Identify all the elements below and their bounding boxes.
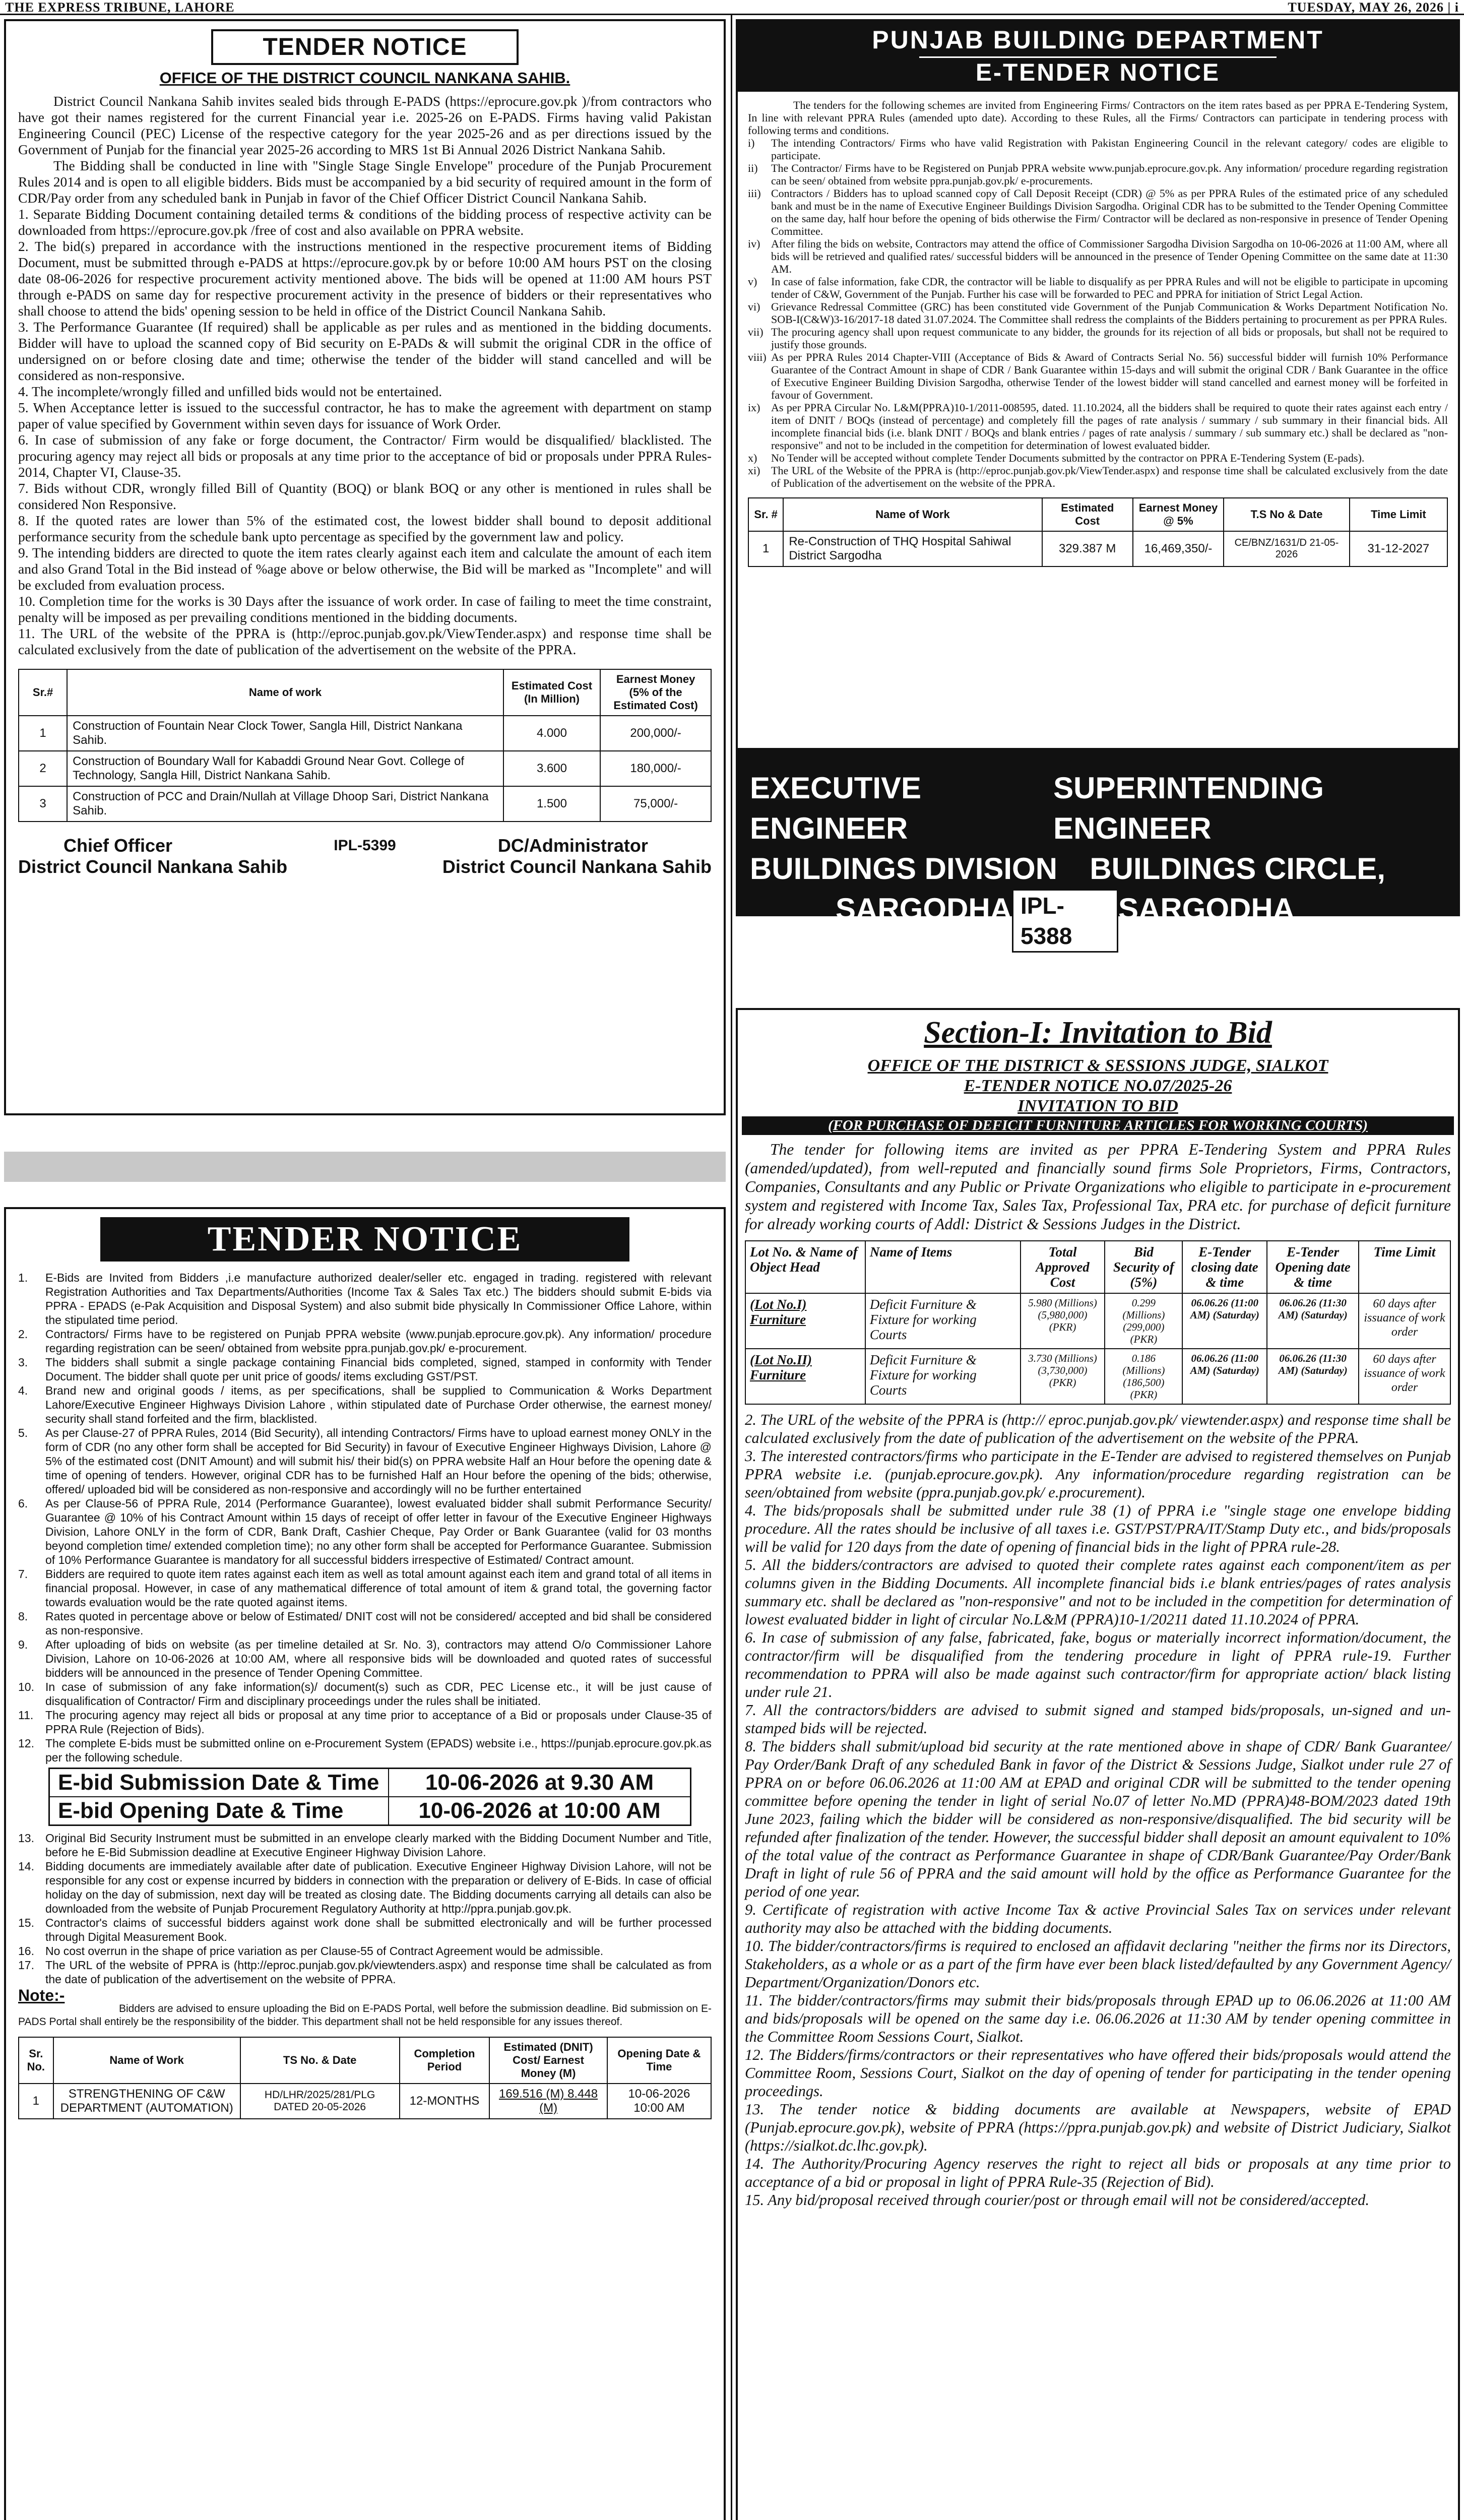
clause-text: Grievance Redressal Committee (GRC) has been constituted vide Government of the Punjab Communication & Works Department Notification No. SOB-I(C&W)3-16/2017-18 dated 31.07.2024. The Committee shall redress the complaints of the Bidders pertaining to procurement as per PPRA Rules.: [771, 300, 1448, 326]
clause-text: Contractors/ Firms have to be registered on Punjab PPRA website (www.punjab.eprocure.gov.pk). Any information/ procedure regarding registration can be seen/ obtained from website ppra.punjab.gov.pk/ e-procurement.: [45, 1328, 712, 1355]
table-cell: 12-MONTHS: [400, 2084, 490, 2119]
table-cell: 06.06.26 (11:00 AM) (Saturday): [1182, 1349, 1267, 1404]
ad-sessions-judge-sialkot: [736, 1008, 1460, 2520]
clause-text: Brand new and original goods / items, as per specifications, shall be supplied to Communication & Works Department Lahore/Executive Engineer Highways Division Lahore , within stipulated date of Purchase Order otherwise, the earnest money/ security shall stand forfeited and the firm, blacklisted.: [45, 1384, 712, 1425]
clause-number: 5.: [18, 1426, 28, 1439]
clause-number: 7.: [18, 1567, 28, 1581]
clause-text: The intending Contractors/ Firms who have valid Registration with Pakistan Engineering Council in the relevant category/ codes are eligible to participate.: [771, 137, 1448, 162]
signature-office: District Council Nankana Sahib: [18, 856, 288, 877]
signature-office: District Council Nankana Sahib: [442, 856, 712, 877]
ad-highways-division-lahore: [4, 1207, 726, 2520]
clause-text: The procuring agency may reject all bids or proposal at any time prior to acceptance of a Bid or proposals under Clause-35 of PPRA Rule (Rejection of Bids).: [45, 1709, 712, 1736]
ad3-works-table: [18, 2037, 712, 2119]
table-row: [19, 2084, 711, 2119]
table-cell: Re-Construction of THQ Hospital Sahiwal District Sargodha: [783, 531, 1042, 566]
clause-number: 10.: [18, 1680, 34, 1693]
table-cell: 180,000/-: [600, 751, 711, 786]
ad4-clause: 8. The bidders shall submit/upload bid security at the rate mentioned above in shape of CDR/ Bank Guarantee/ Pay Order/Bank Draft of any scheduled Bank in favor of the District & Sessions Judge, Sialkot under rule 27 of PPRA on or before 06.06.2026 at 11:00 AM at EPAD and original CDR will be submitted to the tender opening committee before opening the tender in light of serial No.07 of letter No.MD (PPRA)48-BOM/2023 dated 19th June 2023, failing which the bidder will be considered as non-responsive/disqualified. The bid security will be refunded after finalization of the tender. However, the successful bidder shall deposit an amount equivalent to 10% of the total value of the contract as Performance Guarantee in shape of CDR/Bank Guarantee/Pay Order/Bank Draft in light of rule 56 of PPRA and the said amount will hold by the office as Performance Guarantee for the period of one year.: [745, 1738, 1451, 1900]
ad1-body: [18, 93, 712, 658]
table-row: [19, 751, 711, 786]
ad4-clause: 5. All the bidders/contractors are advised to quoted their complete rates against each component/item as per columns given in the Bidding Documents. All incomplete financial bids i.e blank entries/pages of rates analysis summary etc. shall be declared as "non-responsive" and not to be included in the competition for determination of lowest evaluated bidder in light of circular No.L&M (PPRA)10-1/20211 dated 11.10.2024 of PPRA.: [745, 1556, 1451, 1628]
table-cell: 1: [19, 716, 67, 751]
table-header: Lot No. & Name of Object Head: [745, 1241, 865, 1293]
clause-number: 17.: [18, 1959, 34, 1972]
table-cell: 16,469,350/-: [1133, 531, 1224, 566]
clause-number: 13.: [18, 1832, 34, 1845]
table-cell: 2: [19, 751, 67, 786]
ad3-clause: [18, 1708, 712, 1736]
table-row: [19, 716, 711, 751]
table-cell: Deficit Furniture & Fixture for working Courts: [865, 1293, 1021, 1349]
clause-text: As per Clause-56 of PPRA Rule, 2014 (Performance Guarantee), lowest evaluated bidder shall submit Performance Security/ Guarantee @ 10% of his Contract Amount within 15 days of receipt of offer letter in favour of the Executive Engineer Highways Division, Lahore ONLY in the form of CDR, Bank Draft, Cashier Cheque, Pay Order or Bank Guarantee (valid for 03 months beyond completion time/ extended completion time); no any other form shall be accepted for Performance Guarantee. Submission of 10% Performance Guarantee is mandatory for all successful bidders irrespective of Estimated/ Contract amount.: [45, 1497, 712, 1566]
clause-text: Original Bid Security Instrument must be submitted in an envelope clearly marked with the Bidding Document Number and Title, before he E-Bid Submission deadline at Executive Engineer Highway Division Lahore.: [45, 1832, 712, 1859]
ad4-body: [738, 1405, 1458, 2209]
table-cell: 0.186 (Millions) (186,500) (PKR): [1105, 1349, 1182, 1404]
table-cell: 5.980 (Millions) (5,980,000) (PKR): [1021, 1293, 1105, 1349]
footer-line: [750, 889, 1446, 953]
table-cell: 1.500: [503, 786, 600, 822]
ad4-purpose: (FOR PURCHASE OF DEFICIT FURNITURE ARTICLES FOR WORKING COURTS): [742, 1116, 1454, 1135]
footer-line: [750, 849, 1446, 889]
ad3-clause: [18, 1496, 712, 1567]
clause-text: The Contractor/ Firms have to be Registered on Punjab PPRA website www.punjab.eprocure.gov.pk. Any information/ procedure regarding registration can be seen/ obtained from website ppra.punjab.gov.pk/ e-procurements.: [771, 162, 1448, 187]
ad2-ipl-code: IPL-5388: [1012, 889, 1118, 953]
ad3-body: [18, 1271, 712, 1765]
ad1-subtitle: OFFICE OF THE DISTRICT COUNCIL NANKANA SAHIB.: [159, 69, 570, 87]
clause-text: Bidders are required to quote item rates against each item as well as total amount against each item and grand total of all items in financial proposal. However, in case of any mathematical difference of total amount of item & grand total, the governing factor towards evaluation would be the rate quoted against items.: [45, 1567, 712, 1609]
ad4-clause: 2. The URL of the website of the PPRA is (http:// eproc.punjab.gov.pk/ viewtender.aspx) and response time shall be calculated exclusively from the date of publication of the advertisement on the website of the PPRA.: [745, 1411, 1451, 1446]
table-header-row: [748, 498, 1447, 531]
ad1-ipl-code: IPL-5399: [334, 837, 396, 854]
footer-right-1: SUPERINTENDING ENGINEER: [1053, 771, 1324, 845]
ad2-body: [738, 92, 1458, 489]
schedule-value: 10-06-2026 at 9.30 AM: [425, 1770, 654, 1795]
ad1-clause: 5. When Acceptance letter is issued to the successful contractor, he has to make the agreement with department on stamp paper of value specified by Government within seven days for issuance of Work Order.: [18, 400, 712, 431]
clause-number: 9.: [18, 1638, 28, 1651]
table-header-row: [745, 1241, 1450, 1293]
ad1-title: TENDER NOTICE: [211, 29, 519, 65]
signature-title: DC/Administrator: [497, 835, 648, 856]
ad4-clause: 13. The tender notice & bidding documents are available at Newspapers, website of EPAD (Punjab.eprocure.gov.pk), website of PPRA (https://ppra.punjab.gov.pk) and website of District Judiciary, Sialkot (https://sialkot.dc.lhc.gov.pk).: [745, 2101, 1451, 2154]
table-cell: Construction of Boundary Wall for Kabaddi Ground Near Govt. College of Technology, Sangla Hill, District Nankana Sahib.: [67, 751, 503, 786]
ad4-clause: 9. Certificate of registration with active Income Tax & active Provincial Sales Tax on services under relevant authority may also be attached with the bidding documents.: [745, 1901, 1451, 1936]
table-header: Bid Security of (5%): [1105, 1241, 1182, 1293]
ad4-clause: 11. The bidder/contractors/firms may submit their bids/proposals through EPAD up to 06.06.2026 at 11:00 AM and bids/proposals will be opened on the same day i.e. 06.06.2026 at 11:30 AM by tender opening committee in the Committee Room Sessions Court, Sialkot.: [745, 1992, 1451, 2045]
footer-left-2: BUILDINGS DIVISION: [750, 852, 1058, 886]
table-cell: 4.000: [503, 716, 600, 751]
ad4-clause: 3. The interested contractors/firms who participate in the E-Tender are advised to registered themselves on Punjab PPRA website i.e. (punjab.eprocure.gov.pk). Any information/procedure regarding registration can be seen/obtained from website (ppra.punjab.gov.pk/ e.procurement).: [745, 1447, 1451, 1501]
table-cell: 0.299 (Millions) (299,000) (PKR): [1105, 1293, 1182, 1349]
table-header: Time Limit: [1359, 1241, 1450, 1293]
ad1-clause: 4. The incomplete/wrongly filled and unfilled bids would not be entertained.: [18, 384, 442, 399]
ad1-clause: 8. If the quoted rates are lower than 5% of the estimated cost, the lowest bidder shall bound to deposit additional performance security from the schedule bank upto percentage as specified by the government law and policy.: [18, 513, 712, 544]
clause-text: E-Bids are Invited from Bidders ,i.e manufacture authorized dealer/seller etc. engaged in trading. registered with relevant Registration Authorities and Tax Departments/Authorities (Income Tax & Sales Tax etc.) The bidders should submit E-bids via PPRA - EPADS (e-Pak Acquisition and Disposal System) and also submit bide physically In Commissioner Office Lahore, within the stipulated time period.: [45, 1271, 712, 1327]
table-cell: 169.516 (M) 8.448 (M): [489, 2084, 607, 2119]
ad2-clause: [748, 237, 1448, 275]
table-header: Estimated Cost: [1042, 498, 1133, 531]
table-header: Estimated Cost (In Million): [503, 669, 600, 716]
ad3-clause: [18, 1859, 712, 1916]
ad4-lots-table: [745, 1240, 1451, 1405]
ad3-clause: [18, 1327, 712, 1355]
ad4-office: OFFICE OF THE DISTRICT & SESSIONS JUDGE, SIALKOT: [867, 1056, 1328, 1075]
table-header: Name of Work: [783, 498, 1042, 531]
note-text: Bidders are advised to ensure uploading the Bid on E-PADS Portal, well before the submission deadline. Bid submission on E-PADS Portal shall entirely be the responsibility of the bidder. This department shall not be held responsible for any issues thereof.: [18, 2003, 712, 2028]
ad1-signature-right: [442, 835, 712, 877]
ad4-clause: 7. All the contractors/bidders are advised to submit signed and stamped bids/proposals, un-signed and un-stamped bids will be rejected.: [745, 1702, 1451, 1737]
newspaper-name: THE EXPRESS TRIBUNE, LAHORE: [5, 0, 235, 15]
table-header: Sr. No.: [19, 2037, 53, 2084]
ad2-subtitle: E-TENDER NOTICE: [919, 56, 1277, 92]
table-header: Name of Items: [865, 1241, 1021, 1293]
ad3-clause: [18, 1637, 712, 1680]
footer-left-3: SARGODHA: [836, 892, 1012, 926]
separator-strip: [4, 1152, 726, 1182]
table-header: Name of Work: [53, 2037, 240, 2084]
table-cell: (Lot No.I) Furniture: [745, 1293, 865, 1349]
table-cell: CE/BNZ/1631/D 21-05-2026: [1224, 531, 1350, 566]
ad4-clause: 10. The bidder/contractors/firms is required to enclosed an affidavit declaring "neither the firms nor its Directors, Stakeholders, as a whole or as a part of the firm have ever been black listed/defaulted by any Government Agency/ Department/Organization/Donors etc.: [745, 1937, 1451, 1991]
ad2-clause: [748, 162, 1448, 187]
ad1-works-table: [18, 669, 712, 822]
ad2-clause: [748, 187, 1448, 237]
clause-text: No cost overrun in the shape of price variation as per Clause-55 of Contract Agreement would be admissible.: [45, 1944, 604, 1958]
ad1-signatures: [18, 835, 712, 877]
ad1-clause: 11. The URL of the website of the PPRA is (http://eproc.punjab.gov.pk/ViewTender.aspx) and response time shall be calculated exclusively from the date of publication of the advertisement on the website of the PPRA.: [18, 625, 712, 657]
ad4-intro: [738, 1135, 1458, 1233]
ad4-title: Section-I: Invitation to Bid: [924, 1016, 1272, 1050]
ad4-table-wrap: [738, 1233, 1458, 1405]
clause-number: 16.: [18, 1944, 34, 1958]
table-cell: STRENGTHENING OF C&W DEPARTMENT (AUTOMATION): [53, 2084, 240, 2119]
table-cell: (Lot No.II) Furniture: [745, 1349, 865, 1404]
ad3-clause: [18, 1609, 712, 1637]
table-header: Time Limit: [1350, 498, 1447, 531]
footer-right-3: SARGODHA: [1118, 892, 1295, 926]
clause-number: 3.: [18, 1356, 28, 1369]
ad-district-council-nankana: [4, 19, 726, 1115]
table-cell: 3.600: [503, 751, 600, 786]
clause-number: 14.: [18, 1860, 34, 1873]
ad2-clause: [748, 452, 1448, 464]
table-cell: Construction of PCC and Drain/Nullah at Village Dhoop Sari, District Nankana Sahib.: [67, 786, 503, 822]
ad3-clause: [18, 1736, 712, 1765]
ad2-clause: [748, 275, 1448, 300]
table-cell: 75,000/-: [600, 786, 711, 822]
clause-number: xi): [748, 464, 760, 477]
footer-left-1: EXECUTIVE ENGINEER: [750, 771, 922, 845]
ad3-clause: [18, 1271, 712, 1327]
ad3-clause: [18, 1916, 712, 1944]
footer-line: [750, 768, 1446, 849]
clause-text: After filing the bids on website, Contractors may attend the office of Commissioner Sargodha Division Sargodha on 10-06-2026 at 11:00 AM, where all bids will be retrieved and qualified rates/ successful bidders will be announced in the presence of Tender Opening Committee on the same date at 11:30 AM.: [771, 237, 1448, 275]
table-cell: 06.06.26 (11:30 AM) (Saturday): [1267, 1293, 1359, 1349]
table-cell: 06.06.26 (11:00 AM) (Saturday): [1182, 1293, 1267, 1349]
table-header: E-Tender closing date & time: [1182, 1241, 1267, 1293]
table-cell: 329.387 M: [1042, 531, 1133, 566]
clause-number: 4.: [18, 1384, 28, 1397]
clause-number: v): [748, 275, 757, 288]
clause-number: i): [748, 137, 755, 149]
ad4-clause: 15. Any bid/proposal received through courier/post or through email will not be considered/accepted.: [745, 2191, 1370, 2209]
ad4-clause: 14. The Authority/Procuring Agency reserves the right to reject all bids or proposals at any time prior to acceptance of a bid or proposal in light of PPRA Rule-35 (Rejection of Bid).: [745, 2155, 1451, 2190]
table-header: Opening Date & Time: [607, 2037, 711, 2084]
table-header-row: [19, 669, 711, 716]
ad2-clause: [748, 351, 1448, 401]
table-row: [748, 531, 1447, 566]
table-header: T.S No & Date: [1224, 498, 1350, 531]
ad4-intro-text: The tender for following items are invited as per PPRA E-Tendering System and PPRA Rules (amended/updated), from well-reputed and financially sound firms Sole Proprietors, Firms, Contractors, Companies, Consultants and any Public or Private Organizations who eligible to participate in e-procurement system and registered with Income Tax, Sales Tax, Professional Tax, PRA etc. for purchase of deficit furniture for already working courts of Addl: District & Sessions Judges in the District.: [745, 1141, 1451, 1233]
clause-number: 15.: [18, 1916, 34, 1929]
table-row: [745, 1349, 1450, 1404]
clause-number: ix): [748, 401, 760, 414]
ad2-clause: [748, 401, 1448, 452]
clause-text: As per Clause-27 of PPRA Rules, 2014 (Bid Security), all intending Contractors/ Firms have to upload earnest money ONLY in the form of CDR (no any other form shall be accepted for Bid Security) in favour of Executive Engineer Highways Division, Lahore @ 5% of the estimated cost (DNIT Amount) and will submit his/ their bid(s) on PPRA website Half an Hour before the opening date & time of opening of tenders. However, original CDR has to be furnished Half an Hour before the opening of the bids; otherwise, offered/ uploaded bid will be considered as non-responsive and accordingly will no be further entertained: [45, 1426, 712, 1496]
ad2-clause: [748, 300, 1448, 326]
ad3-clause: [18, 1383, 712, 1426]
ad3-clause: [18, 1944, 712, 1958]
ad3-body-2: [18, 1831, 712, 2029]
footer-right-2: BUILDINGS CIRCLE,: [1090, 852, 1385, 886]
clause-number: 6.: [18, 1497, 28, 1510]
clause-number: 1.: [18, 1271, 28, 1284]
ad1-clause: 1. Separate Bidding Document containing detailed terms & conditions of the bidding process of respective activity can be downloaded from https://eprocure.gov.pk /free of cost and also available on PPRA website.: [18, 206, 712, 238]
table-header: Earnest Money (5% of the Estimated Cost): [600, 669, 711, 716]
ad2-clause: [748, 326, 1448, 351]
schedule-label: E-bid Opening Date & Time: [50, 1797, 389, 1824]
ad2-table-wrap: [738, 489, 1458, 567]
ad2-intro: The tenders for the following schemes are invited from Engineering Firms/ Contractors on the item rates based as per PPRA E-Tendering System, In line with relevant PPRA Rules (amended upto date). According to these Rules, all the Firms/ Contractors can participate in tendering process with following terms and conditions.: [748, 99, 1448, 137]
ad3-clause: [18, 1831, 712, 1859]
ad-punjab-building-department: [736, 19, 1460, 949]
table-cell: Deficit Furniture & Fixture for working Courts: [865, 1349, 1021, 1404]
ad1-signature-left: [18, 835, 287, 877]
table-cell: 1: [748, 531, 783, 566]
table-cell: 60 days after issuance of work order: [1359, 1349, 1450, 1404]
table-cell: 06.06.26 (11:30 AM) (Saturday): [1267, 1349, 1359, 1404]
table-header: E-Tender Opening date & time: [1267, 1241, 1359, 1293]
clause-text: In case of false information, fake CDR, the contractor will be liable to disqualify as per PPRA Rules and will not be eligible to participate in upcoming tender of C&W, Government of the Punjab. Further his case will be forwarded to PEC and PPRA for initiation of Strict Legal Action.: [771, 275, 1448, 300]
table-header: Total Approved Cost: [1021, 1241, 1105, 1293]
schedule-row: [50, 1769, 690, 1797]
ad4-itb: INVITATION TO BID: [1017, 1097, 1178, 1115]
ad1-clause: 7. Bids without CDR, wrongly filled Bill of Quantity (BOQ) or blank BOQ or any other is mentioned in rules shall be considered Non Responsive.: [18, 480, 712, 512]
clause-number: iii): [748, 187, 761, 200]
ad2-clause: [748, 137, 1448, 162]
ad3-schedule-box: [48, 1768, 691, 1826]
table-cell: HD/LHR/2025/281/PLG DATED 20-05-2026: [240, 2084, 400, 2119]
ad1-clause: 10. Completion time for the works is 30 Days after the issuance of work order. In case of failing to meet the time constraint, penalty will be imposed as per prevailing conditions mentioned in the bidding documents.: [18, 593, 712, 625]
clause-text: Rates quoted in percentage above or below of Estimated/ DNIT cost will not be considered/ accepted and bid shall be considered as non-responsive.: [45, 1610, 712, 1637]
ad4-notice-number: E-TENDER NOTICE NO.07/2025-26: [964, 1077, 1232, 1095]
ad2-clause: [748, 464, 1448, 489]
schedule-value: 10-06-2026 at 10:00 AM: [418, 1798, 661, 1823]
schedule-row: [50, 1797, 690, 1824]
clause-text: The complete E-bids must be submitted online on e-Procurement System (EPADS) website i.e., https://punjab.eprocure.gov.pk.as per the following schedule.: [45, 1737, 712, 1764]
ad1-clause: 6. In case of submission of any fake or forge document, the Contractor/ Firm would be disqualified/ blacklisted. The procuring agency may reject all bids or proposals at any time prior to the acceptance of bid or proposals under PPRA Rules-2014, Chapter VI, Clause-35.: [18, 432, 712, 480]
ad3-clause: [18, 1567, 712, 1609]
ad2-works-table: [748, 497, 1448, 567]
column-rule: [731, 15, 732, 2520]
ad4-clause: 4. The bids/proposals shall be submitted under rule 38 (1) of PPRA i.e "single stage one envelope bidding procedure. All the rates should be inclusive of all taxes i.e. GST/PST/PRA/IT/Stamp Duty etc., and bids/proposals will be valid for 120 days from the date of opening of financial bids in the light of PPRA rule-28.: [745, 1502, 1451, 1555]
clause-number: vii): [748, 326, 763, 338]
clause-number: iv): [748, 237, 760, 250]
table-cell: 3: [19, 786, 67, 822]
ad3-clause: [18, 1680, 712, 1708]
table-cell: 60 days after issuance of work order: [1359, 1293, 1450, 1349]
clause-text: The URL of the website of PPRA is (http://eproc.punjab.gov.pk/viewtenders.aspx) and response time shall be calculated as from the date of publication of the advertisement on the website of PPRA.: [45, 1959, 712, 1986]
clause-number: 11.: [18, 1709, 34, 1722]
table-header: Sr. #: [748, 498, 783, 531]
clause-number: ii): [748, 162, 758, 174]
clause-number: viii): [748, 351, 767, 363]
clause-text: The bidders shall submit a single package containing Financial bids completed, signed, stamped in conformity with Tender Document. The bidder shall quote per unit price of goods/ items excluding GST/PST.: [45, 1356, 712, 1383]
ad4-clause: 6. In case of submission of any false, fabricated, fake, bogus or materially incorrect information/document, the contractor/firm will be disqualified from the tendering procedure in light of PPRA rule-19. Further recommendation to PPRA will also be made against such contractor/firm for appropriate action/ black listing under rule 21.: [745, 1629, 1451, 1700]
ad3-title: TENDER NOTICE: [100, 1217, 629, 1262]
clause-text: The procuring agency shall upon request communicate to any bidder, the grounds for its rejection of all bids or proposals, but shall not be required to justify those grounds.: [771, 326, 1448, 351]
clause-text: Bidding documents are immediately available after date of publication. Executive Engineer Highway Division Lahore, will not be responsible for any cost or expense incurred by bidders in connection with the preparation or delivery of E-Bids. In case of official holiday on the day of submission, next day will be treated as closing date. The Bidding documents carrying all details can also be downloaded from the website of Punjab Procurement Regulatory Authority at http://ppra.punjab.gov.pk.: [45, 1860, 712, 1915]
masthead: [0, 0, 1464, 15]
ad1-clause: 2. The bid(s) prepared in accordance with the instructions mentioned in the respective procurement items of Bidding Document, must be submitted through e-PADS at https://eprocure.gov.pk by or before 10:00 AM hours PST on the closing date 08-06-2026 for respective procurement activity mentioned above. The bids will be opened at 11:00 AM hours PST through e-PADS on same day for respective procurement activity in the presence of bidders or their representatives who shall choose to attend the bids' opening session to be held in office of the District Council Nankana Sahib.: [18, 238, 712, 319]
table-header: Earnest Money @ 5%: [1133, 498, 1224, 531]
table-cell: 200,000/-: [600, 716, 711, 751]
clause-text: No Tender will be accepted without complete Tender Documents submitted by the contractor on PPRA E-Tendering System (E-pads).: [771, 452, 1365, 464]
clause-number: 8.: [18, 1610, 28, 1623]
note-label: Note:-: [18, 1986, 65, 2004]
signature-title: Chief Officer: [63, 835, 173, 856]
table-row: [745, 1293, 1450, 1349]
ad1-clause: 3. The Performance Guarantee (If required) shall be applicable as per rules and as mentioned in the bidding documents. Bidder will have to upload the scanned copy of Bid security on E-PADs & will submit the original CDR in the office of undersigned on or before closing date and time; otherwise the tender of the bidder will stand cancelled and will be considered as non-responsive.: [18, 319, 712, 383]
table-cell: 1: [19, 2084, 53, 2119]
clause-number: x): [748, 452, 757, 464]
ad2-title: PUNJAB BUILDING DEPARTMENT: [872, 26, 1324, 54]
ad2-header: [738, 21, 1458, 92]
table-header: Sr.#: [19, 669, 67, 716]
clause-text: The URL of the Website of the PPRA is (http://eproc.punjab.gov.pk/ViewTender.aspx) and response time shall be calculated exclusively from the date of Publication of the advertisement on the website of the PPRA.: [771, 464, 1448, 489]
table-header: Name of work: [67, 669, 503, 716]
table-header: TS No. & Date: [240, 2037, 400, 2084]
clause-text: As per PPRA Circular No. L&M(PPRA)10-1/2011-008595, dated. 11.10.2024, all the bidders shall be required to quote their rates against each entry / item of DNIT / BOQs (instead of percentage) and completely fill the pages of rate analysis / summary / sub summary in their financial bids. All incomplete financial bids (i.e. blank DNIT / BOQs and blank entries / pages of rate analysis / summary / sub summary etc.) shall be declared as "non-responsive" and not to be included in the competition for determination of lowest evaluated bidder.: [771, 401, 1448, 452]
clause-text: As per PPRA Rules 2014 Chapter-VIII (Acceptance of Bids & Award of Contracts Serial No. 56) successful bidder will furnish 10% Performance Guarantee of the Contract Amount in shape of CDR / Bank Guarantee within 15-days and will submit the original CDR / Bank Guarantee in the office of Executive Engineer Building Division Sargodha, otherwise Tender of the lowest bidder will stand cancelled and earnest money will be forfeited in favour of Government.: [771, 351, 1448, 401]
ad1-intro2: The Bidding shall be conducted in line with "Single Stage Single Envelope" procedure of the Punjab Procurement Rules 2014 and is open to all eligible bidders. Bids must be accompanied by a bid security of required amount in the form of CDR/Pay order from any scheduled bank in Punjab in favor of the Chief Officer District Council Nankana Sahib.: [18, 158, 712, 206]
clause-text: Contractor's claims of successful bidders against work done shall be submitted electronically and will be further processed through Digital Measurement Book.: [45, 1916, 712, 1943]
ad3-clause: [18, 1426, 712, 1496]
clause-number: 2.: [18, 1328, 28, 1341]
table-cell: 3.730 (Millions) (3,730,000) (PKR): [1021, 1349, 1105, 1404]
clause-text: Contractors / Bidders has to upload scanned copy of Call Deposit Receipt (CDR) @ 5% as per PPRA Rules of the estimated price of any scheduled bank and must be in the name of Executive Engineer Buildings Division Sargodha. Original CDR has to be submitted to the Tender Opening Committee on the same day, half hour before the opening of bids otherwise the Firm/ Contractor will be declared as non-responsive in presence of Tender Opening Committee.: [771, 187, 1448, 237]
issue-date: TUESDAY, MAY 26, 2026 | i: [1288, 0, 1459, 15]
clause-text: After uploading of bids on website (as per timeline detailed at Sr. No. 3), contractors may attend O/o Commissioner Lahore Division, Lahore on 10-06-2026 at 10:00 AM, where all responsive bids will be downloaded and quoted rates of successful bidders will be announced in the presence of Tender Opening Committee.: [45, 1638, 712, 1679]
schedule-label: E-bid Submission Date & Time: [50, 1769, 389, 1796]
clause-text: In case of submission of any fake information(s)/ document(s) such as CDR, PEC License etc., it will be just cause of disqualification of Contractor/ Firm and disciplinary proceedings under the rules shall be initiated.: [45, 1680, 712, 1708]
table-cell: Construction of Fountain Near Clock Tower, Sangla Hill, District Nankana Sahib.: [67, 716, 503, 751]
ad3-clause: [18, 1958, 712, 1986]
ad1-intro: District Council Nankana Sahib invites sealed bids through E-PADS (https://eprocure.gov.pk )/from contractors who have got their names registered for the current Financial year i.e. 2025-26 on E-PADS. Firms having valid Pakistan Engineering Council (PEC) License of the respective category for the year 2025-26 and as per directions issued by the Government of Punjab for the financial year 2025-26 according to MRS 1st Bi Annual 2026 District Nankana Sahib.: [18, 93, 712, 157]
ad2-footer: [738, 748, 1458, 949]
ad3-clause: [18, 1355, 712, 1383]
ad4-clause: 12. The Bidders/firms/contractors or their representatives who have offered their bids/proposals would attend the Committee Room, Sessions Court, Sialkot on the day of opening of tender for participating in the tender opening proceedings.: [745, 2046, 1451, 2100]
table-cell: 10-06-2026 10:00 AM: [607, 2084, 711, 2119]
table-row: [19, 786, 711, 822]
table-cell: 31-12-2027: [1350, 531, 1447, 566]
clause-number: vi): [748, 300, 760, 313]
table-header-row: [19, 2037, 711, 2084]
clause-number: 12.: [18, 1737, 34, 1750]
ad1-clause: 9. The intending bidders are directed to quote the item rates clearly against each item and calculate the amount of each item and also Grand Total in the Bid instead of %age above or below otherwise, the Bid will be marked as "Incomplete" and will be excluded from evaluation process.: [18, 545, 712, 593]
table-header: Completion Period: [400, 2037, 490, 2084]
table-header: Estimated (DNIT) Cost/ Earnest Money (M): [489, 2037, 607, 2084]
